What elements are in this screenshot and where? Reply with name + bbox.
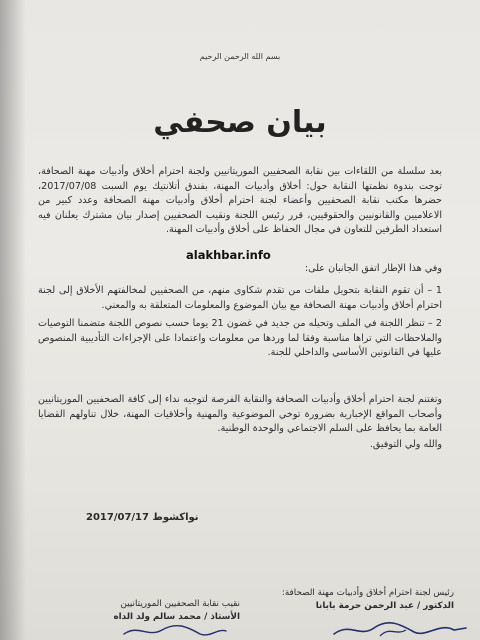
framework-line: وفي هذا الإطار اتفق الجانبان على: — [304, 263, 442, 274]
basmala: بسم الله الرحمن الرحيم — [199, 52, 281, 61]
agreement-items — [38, 284, 442, 365]
signatory-name: الأستاذ / محمد سالم ولد الداه — [113, 612, 240, 622]
signatory-title: رئيس لجنة احترام أخلاق وأدبيات مهنة الصحافة: — [281, 588, 454, 598]
closing-section — [38, 393, 442, 453]
intro-paragraph: بعد سلسلة من اللقاءات بين نقابة الصحفيين الموريتانيين ولجنة احترام أخلاق وأدبيات مهنة الصحافة، توجت بندوة نظمتها النقابة حول: أخلاق وأدبيات المهنة، بفندق أتلانتيك يوم السبت 2017/07/08، حضرها مكتب نقابة الصحفيين وأعضاء لجنة احترام أخلاق وأدبيات مهنة الصحافة وعدد كبير من الاعلاميين والقانونيين والحقوقيين، قرر رئيس اللجنة ونقيب الصحفيين إصدار بيان مشترك يعلنان فيه استعداد الطرفين للتعاون في مجال الحفاظ على أخلاق وأدبيات المهنة. — [38, 166, 442, 236]
signatory-title: نقيب نقابة الصحفيين الموريتانيين — [120, 599, 240, 609]
handwritten-signature-icon — [120, 622, 230, 640]
signatory-name: الدكتور / عبد الرحمن حرمة بابانا — [315, 601, 454, 611]
closing-paragraph: وتغتنم لجنة احترام أخلاق وأدبيات الصحافة والنقابة الفرصة لتوجيه نداء إلى كافة الصحفيين الموريتانيين وأصحاب المواقع الإخبارية بضرورة توخي الموضوعية والمهنية وأخلاقيات المهنة، خلال تناولهم القضايا العامة بما يحافظ على السلم الاجتماعي والوحدة الوطنية. — [38, 394, 442, 435]
dateline: نواكشوط 2017/07/17 — [86, 512, 199, 523]
closing-salutation: والله ولي التوفيق. — [369, 438, 442, 450]
intro-section — [38, 165, 442, 238]
handwritten-signature-icon — [330, 618, 470, 640]
agreement-item-2: 2 – تنظر اللجنة في الملف وتحيله من جديد في غضون 21 يوما حسب نصوص اللجنة متضمنا التوصيات والملاحظات التي تراها مناسبة وفقا لما وردها من معلومات واعتمادا على الإجراءات التأديبية المنصوص عليها في القانونين الأساسي والداخلي للجنة. — [38, 318, 442, 359]
site-watermark: alakhbar.info — [186, 248, 271, 262]
signature-block-committee-head — [214, 587, 454, 613]
agreement-item-1: 1 – أن تقوم النقابة بتحويل ملفات من تقدم شكاوى منهم، من الصحفيين لمخالفتهم الأخلاق إلى لجنة احترام أخلاق وأدبيات مهنة الصحافة مع بيان الموضوع والمعلومات المتعلقة به والمعني. — [38, 285, 442, 311]
signature-block-union-head — [60, 598, 240, 624]
framework-section — [38, 262, 442, 277]
document-title: بيان صحفي — [153, 105, 327, 140]
